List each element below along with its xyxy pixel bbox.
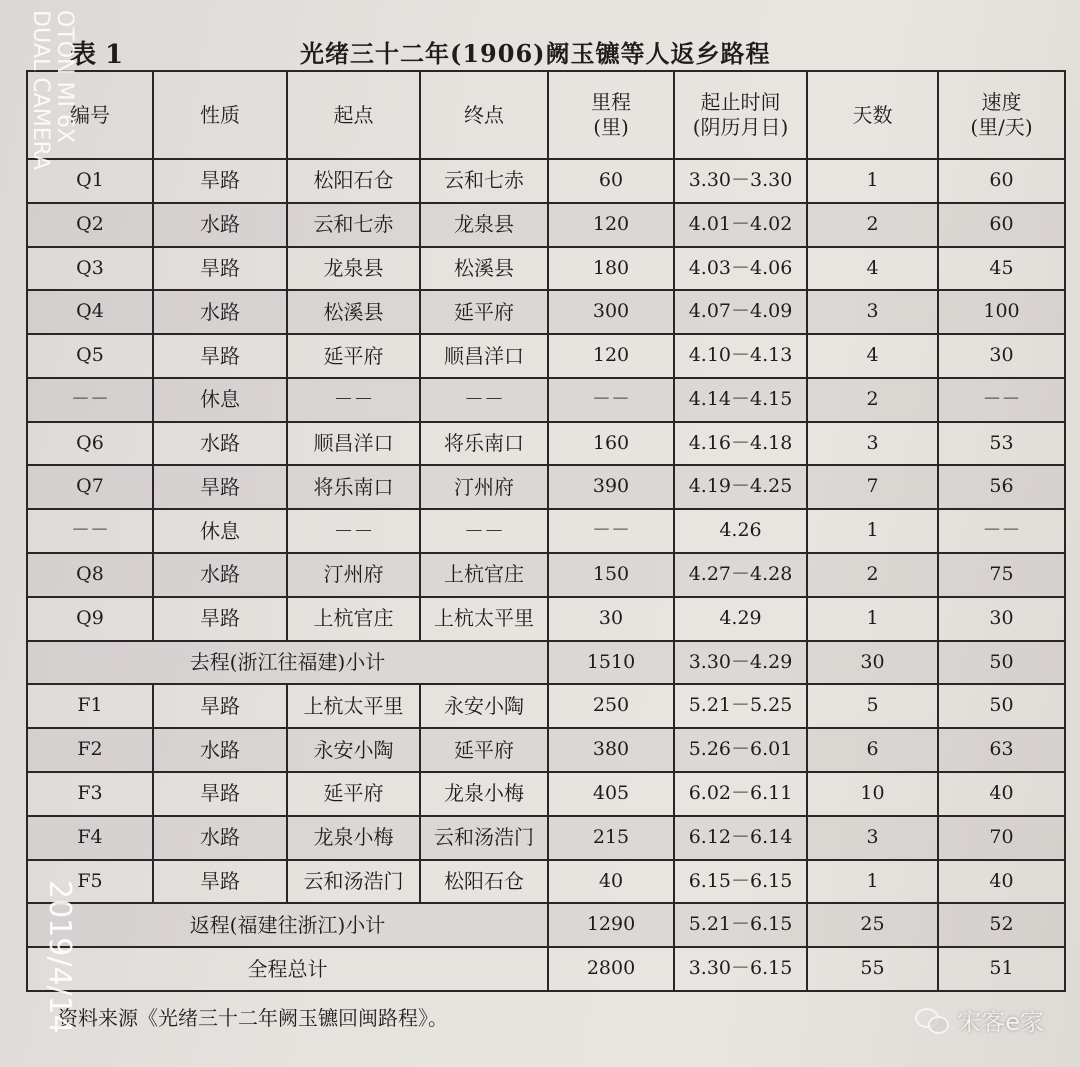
table-cell: 30	[938, 334, 1065, 378]
table-cell: 1	[807, 159, 938, 203]
subtotal-cell: 3.30－4.29	[674, 641, 807, 685]
table-cell: 215	[548, 816, 674, 860]
subtotal-cell: 50	[938, 641, 1065, 685]
table-cell: 2	[807, 203, 938, 247]
table-cell: 45	[938, 247, 1065, 291]
subtotal-row	[27, 903, 1065, 947]
table-cell: 松阳石仓	[287, 159, 420, 203]
table-row	[27, 334, 1065, 378]
table-cell: 水路	[153, 422, 287, 466]
table-cell: 53	[938, 422, 1065, 466]
table-cell: 3	[807, 290, 938, 334]
table-cell: －－	[27, 509, 153, 553]
table-cell: 150	[548, 553, 674, 597]
table-cell: 60	[548, 159, 674, 203]
table-cell: 龙泉小梅	[287, 816, 420, 860]
table-cell: 顺昌洋口	[287, 422, 420, 466]
table-cell: 4.14－4.15	[674, 378, 807, 422]
table-cell: －－	[938, 509, 1065, 553]
table-cell: 405	[548, 772, 674, 816]
source-note: 资料来源《光绪三十二年阙玉镳回闽路程》。	[58, 1006, 448, 1030]
table-cell: 将乐南口	[420, 422, 548, 466]
table-cell: 上杭太平里	[287, 684, 420, 728]
table-cell: 汀州府	[287, 553, 420, 597]
table-cell: －－	[548, 509, 674, 553]
table-cell: 4.29	[674, 597, 807, 641]
table-cell: 6.02－6.11	[674, 772, 807, 816]
table-cell: 300	[548, 290, 674, 334]
table-cell: 5.26－6.01	[674, 728, 807, 772]
table-cell: 380	[548, 728, 674, 772]
table-cell: F1	[27, 684, 153, 728]
table-row	[27, 290, 1065, 334]
brand-watermark	[915, 1002, 1044, 1037]
table-cell: 延平府	[287, 334, 420, 378]
table-row	[27, 465, 1065, 509]
subtotal-cell: 1290	[548, 903, 674, 947]
table-cell: Q3	[27, 247, 153, 291]
column-header: 起点	[287, 71, 420, 159]
table-cell: 120	[548, 334, 674, 378]
table-cell: 160	[548, 422, 674, 466]
subtotal-cell: 5.21－6.15	[674, 903, 807, 947]
table-body	[27, 159, 1065, 991]
subtotal-cell: 51	[938, 947, 1065, 991]
table-cell: 旱路	[153, 860, 287, 904]
table-cell: 10	[807, 772, 938, 816]
subtotal-cell: 30	[807, 641, 938, 685]
subtotal-cell: 55	[807, 947, 938, 991]
table-cell: －－	[548, 378, 674, 422]
table-cell: 3.30－3.30	[674, 159, 807, 203]
table-cell: Q6	[27, 422, 153, 466]
table-cell: 旱路	[153, 597, 287, 641]
table-cell: 70	[938, 816, 1065, 860]
subtotal-row	[27, 641, 1065, 685]
table-row	[27, 860, 1065, 904]
table-row	[27, 684, 1065, 728]
table-cell: 4.10－4.13	[674, 334, 807, 378]
table-cell: －－	[938, 378, 1065, 422]
table-cell: 5	[807, 684, 938, 728]
table-cell: 延平府	[420, 290, 548, 334]
table-cell: 75	[938, 553, 1065, 597]
table-cell: 上杭官庄	[420, 553, 548, 597]
table-cell: 汀州府	[420, 465, 548, 509]
table-cell: Q7	[27, 465, 153, 509]
table-cell: 390	[548, 465, 674, 509]
table-cell: 松溪县	[420, 247, 548, 291]
subtotal-label: 全程总计	[27, 947, 548, 991]
table-cell: 3	[807, 422, 938, 466]
table-cell: 40	[548, 860, 674, 904]
table-cell: 延平府	[420, 728, 548, 772]
table-cell: －－	[420, 509, 548, 553]
subtotal-label: 去程(浙江往福建)小计	[27, 641, 548, 685]
table-cell: 水路	[153, 816, 287, 860]
subtotal-label: 返程(福建往浙江)小计	[27, 903, 548, 947]
table-row	[27, 203, 1065, 247]
table-cell: 水路	[153, 203, 287, 247]
table-cell: 180	[548, 247, 674, 291]
table-cell: 40	[938, 860, 1065, 904]
subtotal-cell: 1510	[548, 641, 674, 685]
table-cell: －－	[420, 378, 548, 422]
table-cell: F3	[27, 772, 153, 816]
table-cell: 水路	[153, 290, 287, 334]
table-cell: 1	[807, 597, 938, 641]
subtotal-cell: 2800	[548, 947, 674, 991]
table-cell: －－	[27, 378, 153, 422]
column-header: 起止时间 (阴历月日)	[674, 71, 807, 159]
column-header: 速度 (里/天)	[938, 71, 1065, 159]
table-cell: 1	[807, 509, 938, 553]
table-cell: －－	[287, 378, 420, 422]
table-cell: 60	[938, 203, 1065, 247]
table-row	[27, 378, 1065, 422]
table-cell: 龙泉县	[287, 247, 420, 291]
table-cell: 4	[807, 334, 938, 378]
column-header: 编号	[27, 71, 153, 159]
table-cell: 250	[548, 684, 674, 728]
table-cell: 旱路	[153, 247, 287, 291]
table-cell: 上杭官庄	[287, 597, 420, 641]
table-cell: 56	[938, 465, 1065, 509]
table-cell: Q4	[27, 290, 153, 334]
subtotal-row	[27, 947, 1065, 991]
route-table	[26, 70, 1066, 992]
table-cell: 2	[807, 553, 938, 597]
header-row	[27, 71, 1065, 159]
table-row	[27, 159, 1065, 203]
table-cell: 旱路	[153, 465, 287, 509]
table-cell: 休息	[153, 378, 287, 422]
table-cell: 旱路	[153, 684, 287, 728]
table-cell: 上杭太平里	[420, 597, 548, 641]
table-label: 表 1	[70, 40, 124, 70]
camera-type: DUAL CAMERA	[28, 10, 53, 171]
table-row	[27, 422, 1065, 466]
table-cell: 120	[548, 203, 674, 247]
table-cell: 休息	[153, 509, 287, 553]
table-cell: 30	[548, 597, 674, 641]
table-cell: 2	[807, 378, 938, 422]
table-cell: 4.27－4.28	[674, 553, 807, 597]
table-cell: 水路	[153, 728, 287, 772]
table-cell: 永安小陶	[420, 684, 548, 728]
table-row	[27, 597, 1065, 641]
table-cell: Q8	[27, 553, 153, 597]
table-cell: 旱路	[153, 772, 287, 816]
table-cell: 63	[938, 728, 1065, 772]
table-cell: 云和七赤	[287, 203, 420, 247]
brand-name: 宋客e家	[957, 1008, 1044, 1036]
table-row	[27, 509, 1065, 553]
table-cell: 40	[938, 772, 1065, 816]
table-cell: 100	[938, 290, 1065, 334]
column-header: 里程 (里)	[548, 71, 674, 159]
table-cell: F5	[27, 860, 153, 904]
table-cell: 50	[938, 684, 1065, 728]
table-cell: 4.03－4.06	[674, 247, 807, 291]
column-header: 终点	[420, 71, 548, 159]
table-cell: 30	[938, 597, 1065, 641]
camera-watermark	[28, 10, 77, 171]
table-cell: 4.26	[674, 509, 807, 553]
table-cell: 云和汤浩门	[420, 816, 548, 860]
table-cell: 5.21－5.25	[674, 684, 807, 728]
subtotal-cell: 52	[938, 903, 1065, 947]
table-cell: 4	[807, 247, 938, 291]
table-cell: Q5	[27, 334, 153, 378]
table-cell: 4.16－4.18	[674, 422, 807, 466]
table-cell: 延平府	[287, 772, 420, 816]
table-cell: F4	[27, 816, 153, 860]
table-cell: 顺昌洋口	[420, 334, 548, 378]
table-cell: 4.01－4.02	[674, 203, 807, 247]
table-cell: 6.15－6.15	[674, 860, 807, 904]
wechat-icon	[915, 1006, 949, 1034]
table-row	[27, 728, 1065, 772]
table-cell: Q2	[27, 203, 153, 247]
subtotal-cell: 25	[807, 903, 938, 947]
table-cell: 6.12－6.14	[674, 816, 807, 860]
table-cell: 4.07－4.09	[674, 290, 807, 334]
table-cell: 云和汤浩门	[287, 860, 420, 904]
table-cell: 松阳石仓	[420, 860, 548, 904]
column-header: 天数	[807, 71, 938, 159]
table-cell: 松溪县	[287, 290, 420, 334]
table-row	[27, 772, 1065, 816]
table-cell: Q1	[27, 159, 153, 203]
table-cell: 水路	[153, 553, 287, 597]
table-cell: 4.19－4.25	[674, 465, 807, 509]
table-cell: 将乐南口	[287, 465, 420, 509]
subtotal-cell: 3.30－6.15	[674, 947, 807, 991]
table-cell: 1	[807, 860, 938, 904]
date-stamp: 2019/4/14	[42, 880, 77, 1034]
table-cell: 7	[807, 465, 938, 509]
table-cell: 旱路	[153, 334, 287, 378]
table-cell: 龙泉小梅	[420, 772, 548, 816]
table-cell: 永安小陶	[287, 728, 420, 772]
table-row	[27, 553, 1065, 597]
table-cell: 6	[807, 728, 938, 772]
table-cell: F2	[27, 728, 153, 772]
table-cell: 3	[807, 816, 938, 860]
table-cell: 龙泉县	[420, 203, 548, 247]
table-row	[27, 816, 1065, 860]
column-header: 性质	[153, 71, 287, 159]
table-cell: 旱路	[153, 159, 287, 203]
table-cell: Q9	[27, 597, 153, 641]
table-cell: 60	[938, 159, 1065, 203]
table-title: 光绪三十二年(1906)阙玉镳等人返乡路程	[300, 39, 771, 68]
table-row	[27, 247, 1065, 291]
camera-model: OTON MI 6X	[52, 10, 77, 144]
table-cell: －－	[287, 509, 420, 553]
table-cell: 云和七赤	[420, 159, 548, 203]
